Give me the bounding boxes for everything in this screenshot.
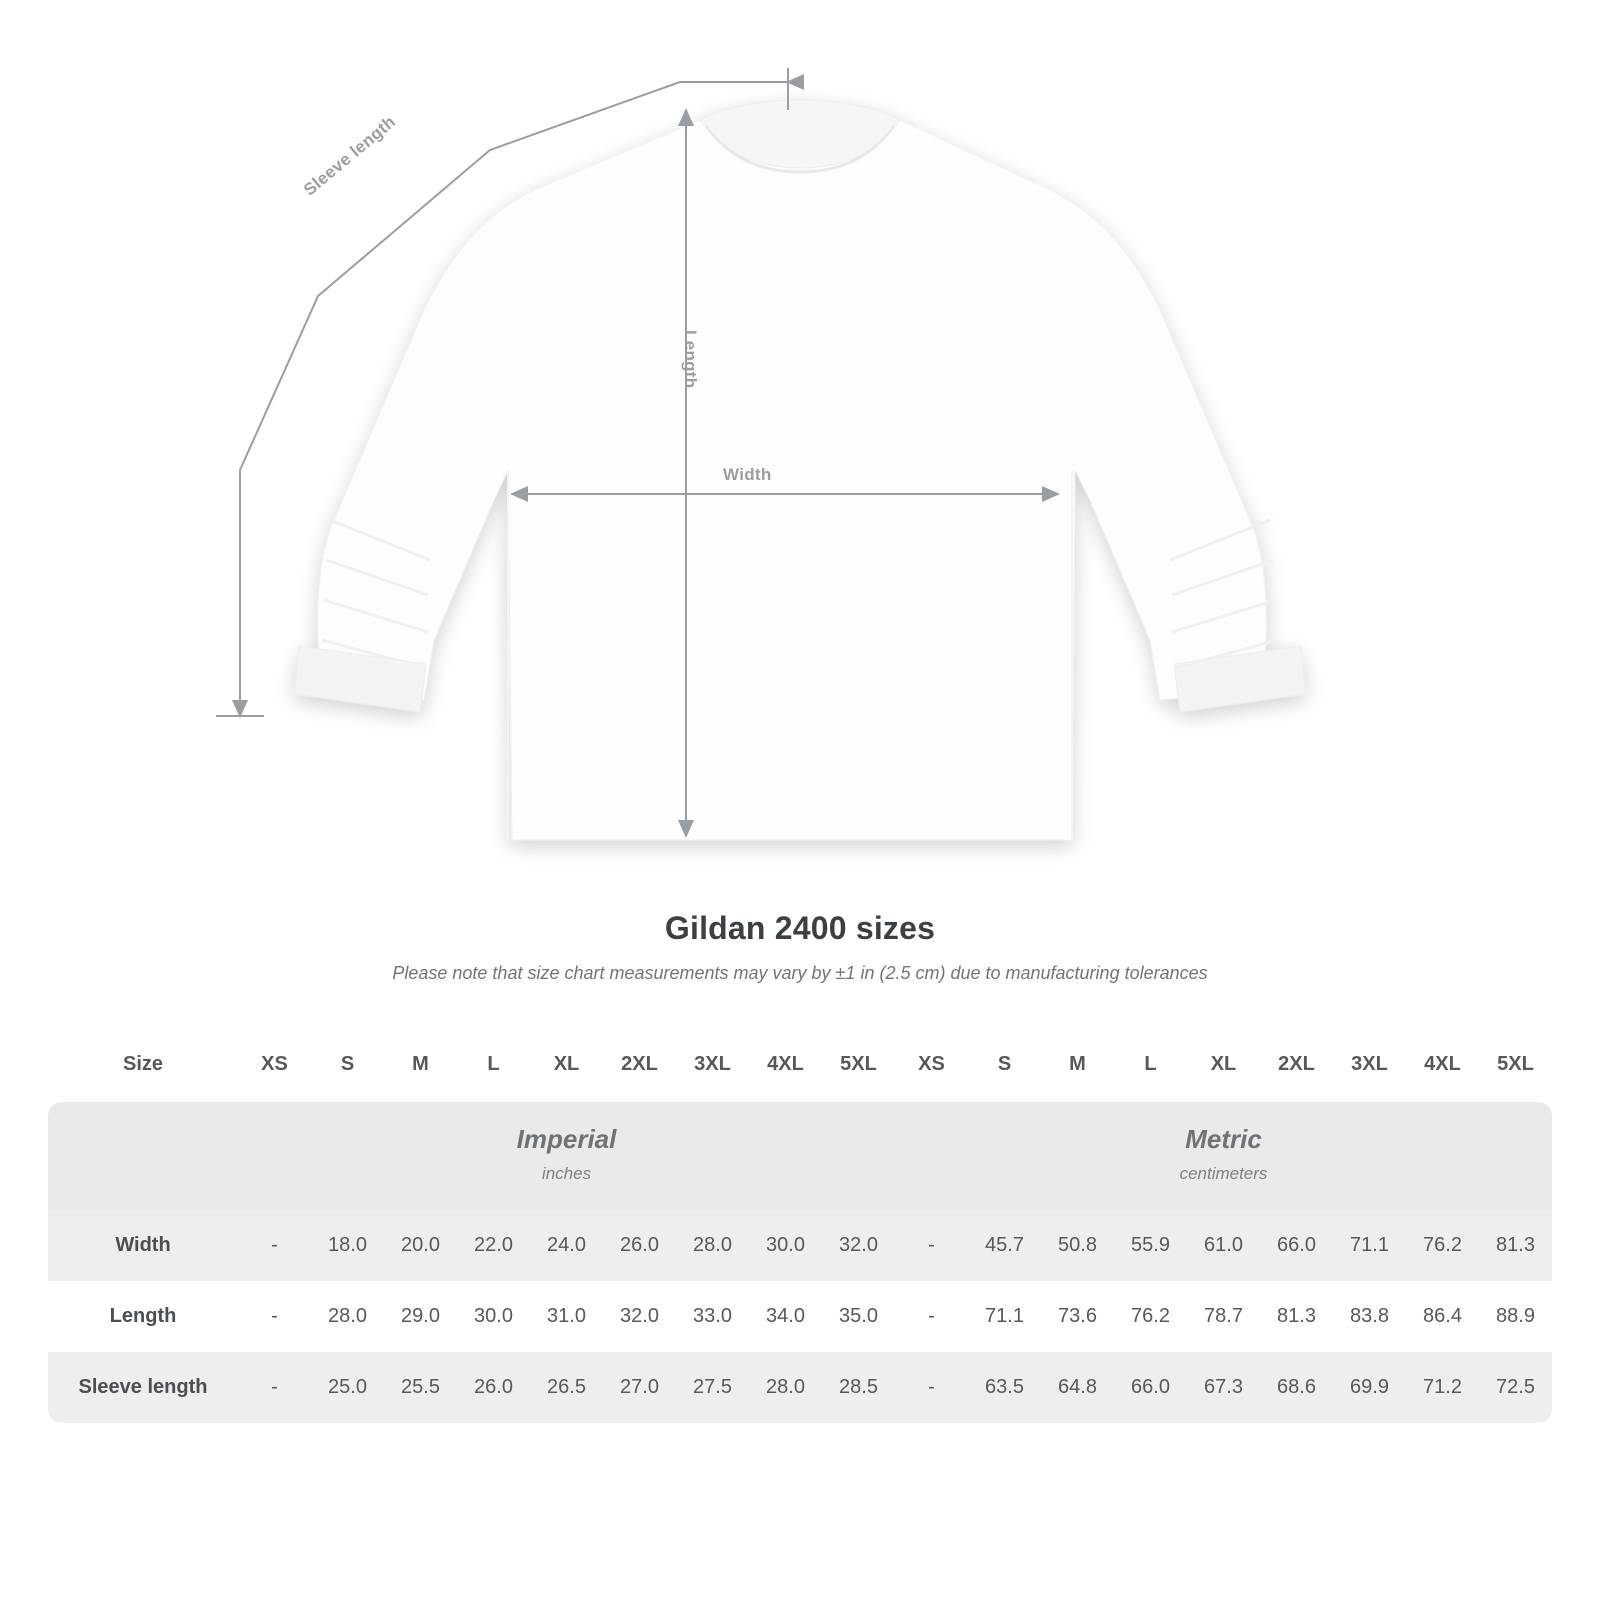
size-header-imperial-xs: XS <box>238 1027 311 1102</box>
cell-length-imperial-3xl: 33.0 <box>676 1281 749 1352</box>
size-header-imperial-xl: XL <box>530 1027 603 1102</box>
unit-name-imperial: Imperial <box>516 1124 617 1154</box>
size-header-metric-m: M <box>1041 1027 1114 1102</box>
title-block <box>0 910 1600 984</box>
tolerance-note: Please note that size chart measurements may vary by ±1 in (2.5 cm) due to manufacturing tolerances <box>392 963 1208 983</box>
table-row <box>48 1352 1552 1423</box>
unit-sub-metric: centimeters <box>1179 1164 1268 1183</box>
size-table-wrapper <box>48 1027 1552 1423</box>
cell-width-metric-xl: 61.0 <box>1187 1210 1260 1281</box>
cell-sleeve-length-imperial-2xl: 27.0 <box>603 1352 676 1423</box>
cell-sleeve-length-imperial-3xl: 27.5 <box>676 1352 749 1423</box>
cell-sleeve-length-metric-3xl: 69.9 <box>1333 1352 1406 1423</box>
unit-spacer <box>48 1102 238 1210</box>
size-header-metric-xl: XL <box>1187 1027 1260 1102</box>
size-header-metric-4xl: 4XL <box>1406 1027 1479 1102</box>
page-title: Gildan 2400 sizes <box>664 910 936 946</box>
cell-width-imperial-xl: 24.0 <box>530 1210 603 1281</box>
cell-length-imperial-xl: 31.0 <box>530 1281 603 1352</box>
unit-header-row <box>48 1102 1552 1210</box>
cell-sleeve-length-metric-xs: - <box>895 1352 968 1423</box>
size-header-metric-s: S <box>968 1027 1041 1102</box>
cell-width-imperial-2xl: 26.0 <box>603 1210 676 1281</box>
cell-length-imperial-m: 29.0 <box>384 1281 457 1352</box>
unit-group-imperial <box>238 1102 895 1210</box>
shirt-shape <box>294 100 1306 840</box>
cell-length-metric-xs: - <box>895 1281 968 1352</box>
row-label-length: Length <box>48 1281 238 1352</box>
cell-width-metric-s: 45.7 <box>968 1210 1041 1281</box>
cell-sleeve-length-imperial-5xl: 28.5 <box>822 1352 895 1423</box>
cell-sleeve-length-metric-s: 63.5 <box>968 1352 1041 1423</box>
cell-width-imperial-xs: - <box>238 1210 311 1281</box>
cell-width-imperial-l: 22.0 <box>457 1210 530 1281</box>
cell-length-imperial-l: 30.0 <box>457 1281 530 1352</box>
cell-width-imperial-3xl: 28.0 <box>676 1210 749 1281</box>
cell-width-imperial-5xl: 32.0 <box>822 1210 895 1281</box>
table-row <box>48 1281 1552 1352</box>
size-header-imperial-l: L <box>457 1027 530 1102</box>
size-header-imperial-2xl: 2XL <box>603 1027 676 1102</box>
cell-sleeve-length-imperial-m: 25.5 <box>384 1352 457 1423</box>
cell-width-metric-m: 50.8 <box>1041 1210 1114 1281</box>
size-header-row <box>48 1027 1552 1102</box>
unit-sub-imperial: inches <box>541 1164 592 1183</box>
cell-width-metric-xs: - <box>895 1210 968 1281</box>
cell-sleeve-length-metric-4xl: 71.2 <box>1406 1352 1479 1423</box>
cell-length-imperial-5xl: 35.0 <box>822 1281 895 1352</box>
sleeve-length-label: Sleeve length <box>300 112 400 200</box>
row-label-sleeve-length: Sleeve length <box>48 1352 238 1423</box>
cell-sleeve-length-metric-2xl: 68.6 <box>1260 1352 1333 1423</box>
cell-width-imperial-m: 20.0 <box>384 1210 457 1281</box>
cell-length-imperial-xs: - <box>238 1281 311 1352</box>
cell-sleeve-length-imperial-4xl: 28.0 <box>749 1352 822 1423</box>
cell-sleeve-length-imperial-xl: 26.5 <box>530 1352 603 1423</box>
cell-length-metric-2xl: 81.3 <box>1260 1281 1333 1352</box>
cell-width-metric-3xl: 71.1 <box>1333 1210 1406 1281</box>
cell-sleeve-length-imperial-s: 25.0 <box>311 1352 384 1423</box>
cell-width-metric-5xl: 81.3 <box>1479 1210 1552 1281</box>
row-label-width: Width <box>48 1210 238 1281</box>
cell-length-metric-l: 76.2 <box>1114 1281 1187 1352</box>
length-label: Length <box>681 330 700 389</box>
size-header-imperial-4xl: 4XL <box>749 1027 822 1102</box>
cell-width-metric-2xl: 66.0 <box>1260 1210 1333 1281</box>
cell-length-metric-s: 71.1 <box>968 1281 1041 1352</box>
cell-sleeve-length-metric-m: 64.8 <box>1041 1352 1114 1423</box>
size-header-label: Size <box>48 1027 238 1102</box>
cell-width-imperial-4xl: 30.0 <box>749 1210 822 1281</box>
size-header-imperial-s: S <box>311 1027 384 1102</box>
size-header-metric-l: L <box>1114 1027 1187 1102</box>
cell-sleeve-length-imperial-l: 26.0 <box>457 1352 530 1423</box>
size-header-metric-2xl: 2XL <box>1260 1027 1333 1102</box>
size-header-imperial-5xl: 5XL <box>822 1027 895 1102</box>
size-table <box>48 1027 1552 1423</box>
table-row <box>48 1210 1552 1281</box>
size-header-metric-xs: XS <box>895 1027 968 1102</box>
cell-sleeve-length-imperial-xs: - <box>238 1352 311 1423</box>
unit-name-metric: Metric <box>1185 1124 1262 1154</box>
cell-length-metric-m: 73.6 <box>1041 1281 1114 1352</box>
cell-width-metric-4xl: 76.2 <box>1406 1210 1479 1281</box>
unit-group-metric <box>895 1102 1552 1210</box>
size-header-metric-3xl: 3XL <box>1333 1027 1406 1102</box>
cell-sleeve-length-metric-5xl: 72.5 <box>1479 1352 1552 1423</box>
size-table-body <box>48 1210 1552 1423</box>
cell-length-metric-5xl: 88.9 <box>1479 1281 1552 1352</box>
cell-sleeve-length-metric-l: 66.0 <box>1114 1352 1187 1423</box>
cell-width-imperial-s: 18.0 <box>311 1210 384 1281</box>
size-header-imperial-3xl: 3XL <box>676 1027 749 1102</box>
cell-sleeve-length-metric-xl: 67.3 <box>1187 1352 1260 1423</box>
cell-length-imperial-4xl: 34.0 <box>749 1281 822 1352</box>
cell-length-imperial-s: 28.0 <box>311 1281 384 1352</box>
cell-width-metric-l: 55.9 <box>1114 1210 1187 1281</box>
cell-length-metric-xl: 78.7 <box>1187 1281 1260 1352</box>
cell-length-metric-4xl: 86.4 <box>1406 1281 1479 1352</box>
size-header-imperial-m: M <box>384 1027 457 1102</box>
width-label: Width <box>723 465 772 484</box>
size-header-metric-5xl: 5XL <box>1479 1027 1552 1102</box>
cell-length-metric-3xl: 83.8 <box>1333 1281 1406 1352</box>
cell-length-imperial-2xl: 32.0 <box>603 1281 676 1352</box>
